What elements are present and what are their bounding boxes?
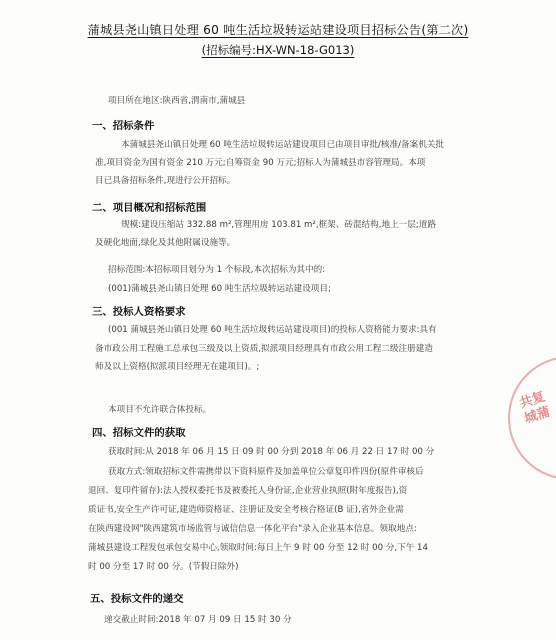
section-heading-4: 四、招标文件的获取	[92, 427, 186, 439]
s4-line-3: 退回、复印件留存):法人授权委托书及被委托人身份证,企业营业执照(附年度报告),资	[88, 486, 408, 496]
s4-line-1: 获取时间:从 2018 年 06 月 15 日 09 时 00 分到 2018 年 06 月 22 日 17 时 00 分	[108, 447, 435, 457]
s3-line-4: 本项目不允许联合体投标。	[108, 405, 212, 415]
s4-line-2: 获取方式:领取招标文件需携带以下资料原件及加盖单位公章复印件四份(原件审核后	[108, 467, 424, 477]
s1-line-2: 准,项目资金为国有资金 210 万元;自筹资金 90 万元;招标人为蒲城县市容管理局。本项	[95, 158, 426, 168]
s3-line-2: 备市政公用工程施工总承包三级及以上资质,拟派项目经理具有市政公用工程二级注册建造	[95, 344, 433, 354]
s3-line-1: (001 蒲城县尧山镇日处理 60 吨生活垃圾转运站建设项目)的投标人资格能力要求:具有	[108, 325, 437, 335]
s4-line-7: 时 00 分至 17 时 00 分。(节假日除外)	[88, 562, 239, 572]
s5-line-1: 递交截止时间:2018 年 07 月 09 日 15 时 30 分	[104, 615, 292, 625]
s4-line-4: 质证书,安全生产许可证,建造师资格证、注册证及安全考核合格证(B 证),省外企业需	[88, 505, 404, 515]
s3-line-3: 师及以上资格(拟派项目经理无在建项目)。;	[95, 362, 260, 372]
s2-line-2: 及硬化地面,绿化及其他附属设施等。	[95, 238, 236, 248]
page-title: 蒲城县尧山镇日处理 60 吨生活垃圾转运站建设项目招标公告(第二次)	[87, 23, 469, 37]
section-heading-1: 一、招标条件	[92, 120, 155, 132]
s1-line-1: 本蒲城县尧山镇日处理 60 吨生活垃圾转运站建设项目已由项目审批/核准/备案机关批	[121, 140, 444, 150]
s2-line-4: (001)蒲城县尧山镇日处理 60 吨生活垃圾转运站建设项目;	[108, 284, 331, 294]
section-heading-5: 五、投标文件的递交	[90, 593, 184, 605]
section-heading-2: 二、项目概况和招标范围	[92, 202, 207, 214]
s4-line-6: 蒲城县建设工程发包承包交易中心,领取时间:每日上午 9 时 00 分至 12 时 00 分,下午 14	[88, 543, 428, 553]
s1-line-3: 目已具备招标条件,现进行公开招标。	[95, 176, 236, 186]
s2-line-1: 规模:建设压缩站 332.88 m²,管理用房 103.81 m²,框架、砖混结构,地上一层;道路	[121, 220, 436, 230]
s4-line-5: 在陕西建设网"陕西建筑市场监管与诚信信息一体化平台"录入企业基本信息。领取地点:	[88, 524, 417, 534]
s2-line-3: 招标范围:本招标项目划分为 1 个标段,本次招标为其中的:	[108, 265, 326, 275]
section-heading-3: 三、投标人资格要求	[92, 306, 186, 318]
bid-number: (招标编号:HX-WN-18-G013)	[201, 43, 355, 57]
red-seal-stamp-text: 共复城蒲	[517, 389, 553, 427]
project-location: 项目所在地区:陕西省,渭南市,蒲城县	[108, 96, 246, 106]
